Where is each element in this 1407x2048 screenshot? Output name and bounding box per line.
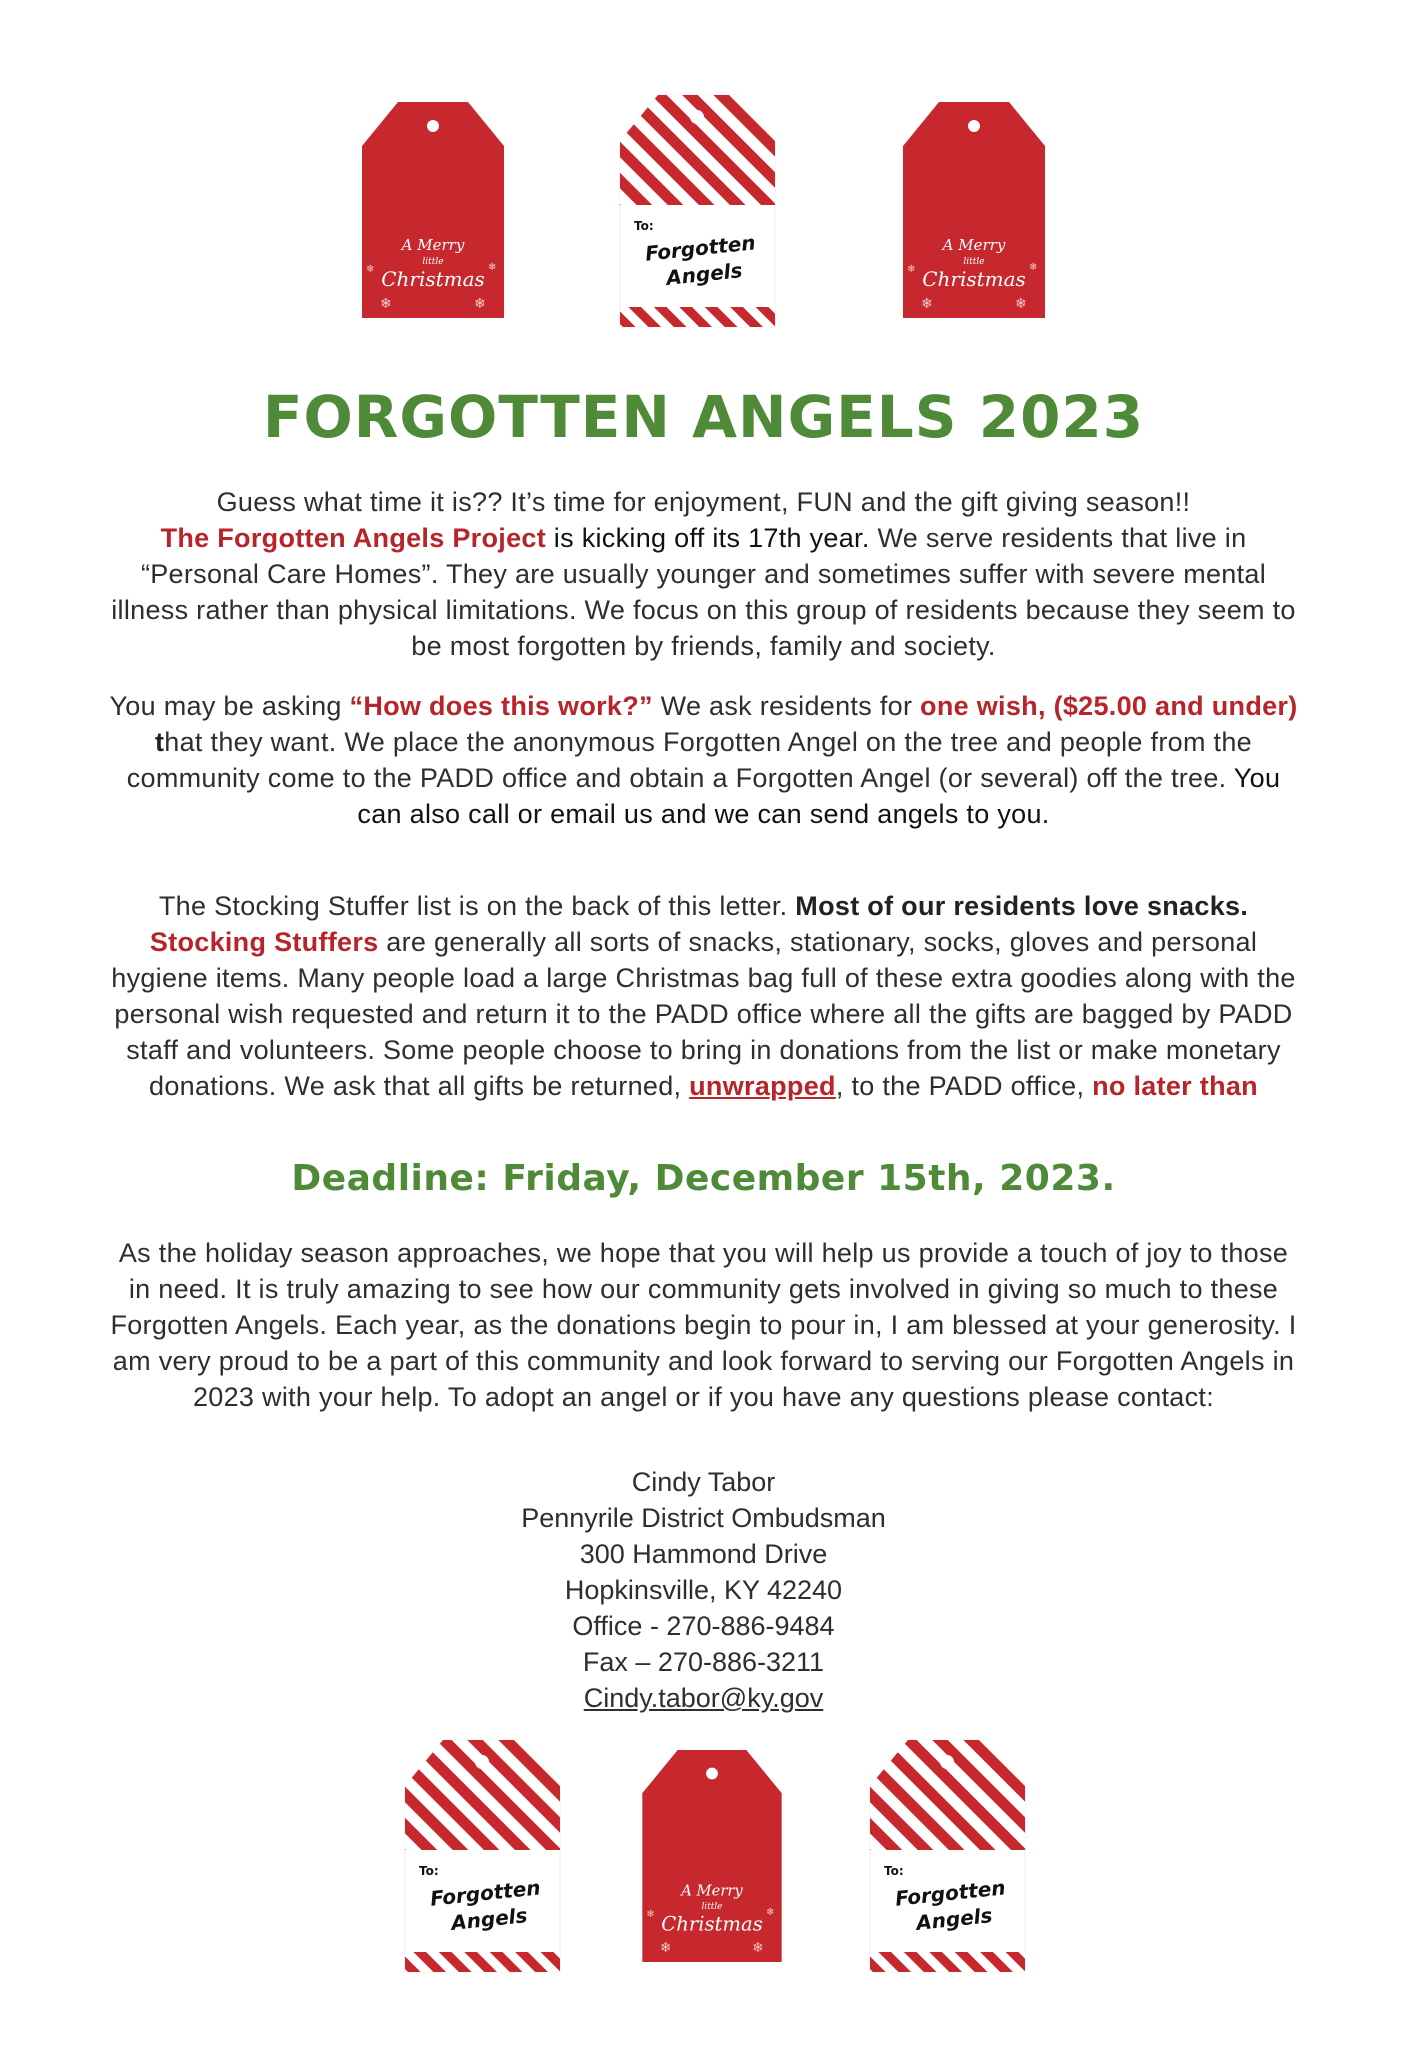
merry-text-line3: Christmas bbox=[922, 267, 1026, 291]
snowflake-icon: ❄ bbox=[488, 262, 497, 273]
snowflake-icon: ❄ bbox=[380, 295, 392, 311]
no-later-than: no later than bbox=[1092, 1071, 1258, 1101]
forgotten-angels-tag-bottom-left bbox=[405, 1740, 560, 1972]
text-run: The Stocking Stuffer list is on the back of this letter. bbox=[158, 891, 796, 921]
angels-text: Angels bbox=[915, 1903, 994, 1935]
to-label: To: bbox=[884, 1864, 904, 1878]
merry-text-line1: A Merry bbox=[942, 236, 1006, 254]
to-label: To: bbox=[419, 1864, 439, 1878]
project-name: The Forgotten Angels Project bbox=[160, 523, 546, 553]
tag-hole bbox=[475, 1755, 489, 1769]
contact-block bbox=[0, 1464, 1407, 1716]
contact-city: Hopkinsville, KY 42240 bbox=[564, 1575, 843, 1605]
text-run: We ask residents for bbox=[652, 691, 921, 721]
merry-christmas-tag-top-right bbox=[903, 102, 1045, 318]
tag-hole bbox=[968, 120, 980, 132]
snowflake-icon: ❄ bbox=[752, 1940, 764, 1956]
deadline: Deadline: Friday, December 15th, 2023. bbox=[291, 1158, 1116, 1199]
contact-address: 300 Hammond Drive bbox=[579, 1539, 828, 1569]
stocking-stuffer-paragraph bbox=[108, 888, 1299, 1104]
snowflake-icon: ❄ bbox=[1029, 262, 1038, 273]
snowflake-icon: ❄ bbox=[1015, 295, 1027, 311]
text-run: You may be asking bbox=[109, 691, 350, 721]
forgotten-angels-tag-bottom-right bbox=[870, 1740, 1025, 1972]
forgotten-angels-tag-top-center bbox=[620, 95, 775, 327]
merry-text-line3: Christmas bbox=[381, 267, 485, 291]
snowflake-icon: ❄ bbox=[921, 295, 933, 311]
intro-sentence: Guess what time it is?? It’s time for enjoyment, FUN and the gift giving season!! bbox=[216, 487, 1191, 517]
forgotten-text: Forgotten bbox=[428, 1875, 542, 1911]
tag-hole bbox=[690, 110, 704, 124]
stocking-stuffers-label: Stocking Stuffers bbox=[149, 927, 379, 957]
call-email-note: You can also call or email us and we can send angels to you. bbox=[357, 763, 1281, 829]
tag-stripes-bottom bbox=[405, 1952, 560, 1972]
forgotten-text: Forgotten bbox=[893, 1875, 1007, 1911]
text-run: t bbox=[155, 727, 165, 757]
snacks-note: Most of our residents love snacks. bbox=[795, 891, 1249, 921]
snowflake-icon: ❄ bbox=[765, 1906, 775, 1918]
how-it-works-paragraph bbox=[108, 688, 1299, 832]
merry-christmas-tag-top-left bbox=[362, 102, 504, 318]
contact-office-phone: Office - 270-886-9484 bbox=[572, 1611, 835, 1641]
text-run: are generally all sorts of snacks, stationary, socks, gloves and personal hygiene items. Many people load a large Christmas bag full of these extra goodies along with the personal wish requested and return it to the PADD office where all the gifts are bagged by PADD staff and volunteers. Some people choose to bring in donations from the list or make monetary donations. We ask that all gifts be returned, bbox=[111, 927, 1296, 1101]
merry-text-line1: A Merry bbox=[681, 1882, 743, 1900]
contact-fax: Fax – 270-886-3211 bbox=[582, 1647, 825, 1677]
wish-limit: one wish, ($25.00 and under) bbox=[920, 691, 1298, 721]
text-run: hat they want. We place the anonymous Forgotten Angel on the tree and people from the community come to the PADD office and obtain a Forgotten Angel (or several) off the tree. bbox=[126, 727, 1252, 793]
snowflake-icon: ❄ bbox=[366, 264, 375, 275]
tag-stripes-bottom bbox=[870, 1952, 1025, 1972]
merry-text-line3: Christmas bbox=[661, 1912, 763, 1936]
project-year-text: is kicking off its 17th year. bbox=[546, 523, 870, 553]
how-question: “How does this work?” bbox=[349, 691, 653, 721]
merry-text-line2: little bbox=[963, 257, 985, 267]
contact-role: Pennyrile District Ombudsman bbox=[521, 1503, 886, 1533]
tag-hole bbox=[427, 120, 439, 132]
snowflake-icon: ❄ bbox=[474, 295, 486, 311]
to-label: To: bbox=[634, 219, 654, 233]
merry-text-line2: little bbox=[701, 1902, 723, 1912]
contact-name: Cindy Tabor bbox=[631, 1467, 776, 1497]
forgotten-text: Forgotten bbox=[643, 230, 757, 266]
closing-paragraph: As the holiday season approaches, we hope that you will help us provide a touch of joy to those in need. It is truly amazing to see how our community gets involved in giving so much to these Forgotten Angels. Each year, as the donations begin to pour in, I am blessed at your generosity. I am very proud to be a part of this community and look forward to serving our Forgotten Angels in 2023 with your help. To adopt an angel or if you have any questions please contact: bbox=[110, 1238, 1297, 1412]
snowflake-icon: ❄ bbox=[646, 1908, 655, 1920]
tag-hole bbox=[706, 1768, 718, 1780]
page-title: FORGOTTEN ANGELS 2023 bbox=[262, 383, 1145, 451]
contact-email-link[interactable]: Cindy.tabor@ky.gov bbox=[583, 1683, 824, 1713]
tag-stripes-bottom bbox=[620, 307, 775, 327]
intro-paragraph bbox=[108, 484, 1299, 664]
snowflake-icon: ❄ bbox=[659, 1940, 672, 1956]
angels-text: Angels bbox=[450, 1903, 529, 1935]
tag-hole bbox=[940, 1755, 954, 1769]
merry-christmas-tag-bottom-center bbox=[642, 1750, 782, 1962]
text-run: , to the PADD office, bbox=[835, 1071, 1093, 1101]
unwrapped-note: unwrapped bbox=[689, 1071, 836, 1101]
merry-text-line2: little bbox=[422, 257, 444, 267]
intro-body: We serve residents that live in “Personal Care Homes”. They are usually younger and sometimes suffer with severe mental illness rather than physical limitations. We focus on this group of residents because they seem to be most forgotten by friends, family and society. bbox=[111, 523, 1296, 661]
merry-text-line1: A Merry bbox=[401, 236, 465, 254]
angels-text: Angels bbox=[665, 258, 744, 290]
snowflake-icon: ❄ bbox=[907, 264, 916, 275]
